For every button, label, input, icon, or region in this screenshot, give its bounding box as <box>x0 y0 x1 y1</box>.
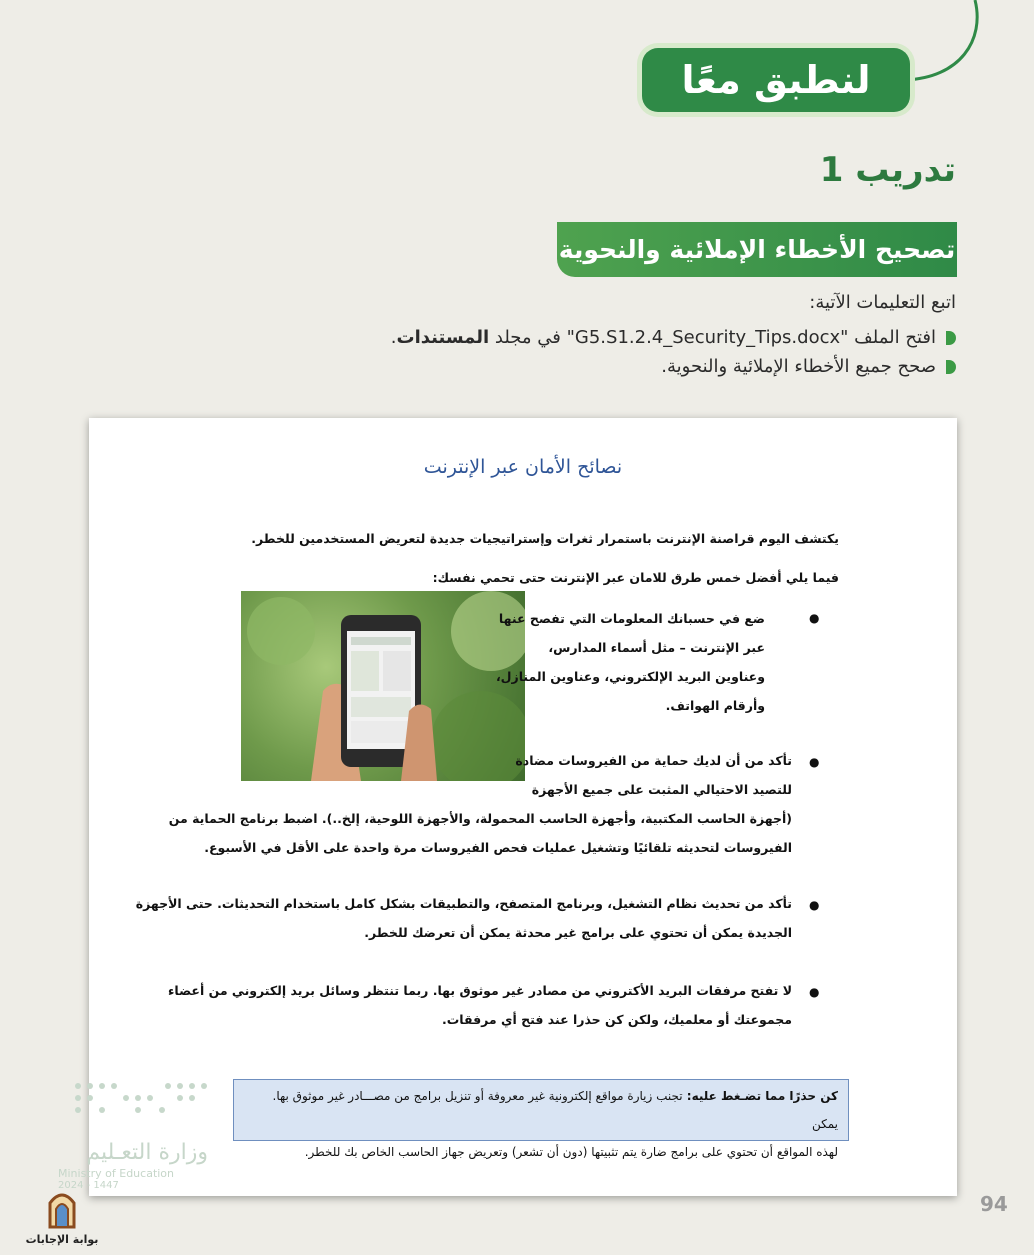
document-bullet-4: لا تفتح مرفقات البريد الأكتروني من مصادر غير موثوق بها. ربما تنتظر وسائل بريد إلكتروني من أعضاء مجموعتك أو معلميك، ولكن كن حذرا عند فتح أي مرفقات. <box>168 983 792 1027</box>
phone-in-hand-image <box>241 591 525 781</box>
document-screenshot <box>89 418 957 1196</box>
bullet-icon: ● <box>809 898 820 912</box>
answers-portal-logo <box>16 1185 108 1253</box>
warning-label: كن حذرًا مما تضـغط عليه: <box>686 1089 838 1103</box>
bullet-icon <box>946 360 956 374</box>
bullet-icon: ● <box>809 611 820 625</box>
instruction-text: افتح الملف "G5.S1.2.4_Security_Tips.docx" في مجلد المستندات. <box>390 327 936 348</box>
warning-box <box>233 1079 849 1159</box>
ministry-year: 2024 - 1447 <box>58 1180 119 1191</box>
ministry-name-english: Ministry of Education <box>58 1167 175 1180</box>
document-title: نصائح الأمان عبر الإنترنت <box>423 456 623 478</box>
lesson-header-title: لنطبق معًا <box>681 58 871 102</box>
warning-line-2: لهذه المواقع أن تحتوي على برامج ضارة يتم تثبيتها (دون أن تشعر) وتعريض جهاز الحاسب الخاص بك للخطر. <box>304 1145 838 1159</box>
instructions-lead: اتبع التعليمات الآتية: <box>809 292 956 313</box>
section-banner <box>557 222 957 277</box>
phone-photo <box>241 591 525 781</box>
instruction-item <box>156 327 956 348</box>
page-number: 94 <box>980 1192 1008 1216</box>
exercise-title: تدريب 1 <box>819 150 956 190</box>
ministry-name-arabic: وزارة التعـليم <box>86 1140 208 1165</box>
instruction-item <box>156 356 956 377</box>
instruction-text: صحح جميع الأخطاء الإملائية والنحوية. <box>661 356 936 377</box>
bullet-icon: ● <box>809 985 820 999</box>
document-bullet-2a: تأكد من أن لديك حماية من الفيروسات مضادة للتصيد الاحتيالي المثبت على جميع الأجهزة <box>515 753 792 797</box>
mosque-icon <box>42 1185 82 1229</box>
bullet-icon <box>946 331 956 345</box>
document-lead: فيما يلي أفضل خمس طرق للامان عبر الإنترنت حتى تحمي نفسك: <box>432 570 839 585</box>
section-title: تصحيح الأخطاء الإملائية والنحوية <box>558 235 956 264</box>
document-intro: يكتشف اليوم قراصنة الإنترنت باستمرار ثغرات وإستراتيجيات جديدة لتعريض المستخدمين للخطر. <box>251 531 839 546</box>
document-bullet-1: ضع في حسبانك المعلومات التي تفصح عنها عبر الإنترنت – مثل أسماء المدارس، وعناوين البريد الإلكتروني، وعناوين المنازل، وأرقام الهواتف. <box>495 611 765 713</box>
bullet-icon: ● <box>809 755 820 769</box>
ministry-dots-icon <box>68 1078 208 1118</box>
file-name: G5.S1.2.4_Security_Tips.docx <box>574 327 841 348</box>
document-bullet-2b: (أجهزة الحاسب المكتبية، وأجهزة الحاسب المحمولة، والأجهزة اللوحية، إلخ..). اضبط برنامج الحماية من الفيروسات لتحديثه تلقائيًا وتشغيل عمليات فحص الفيروسات مرة واحدة على الأقل في الأسبوع. <box>168 811 792 855</box>
folder-name: المستندات <box>396 327 490 348</box>
instructions-list <box>156 327 956 377</box>
instructions <box>156 292 956 385</box>
lesson-header <box>642 48 910 112</box>
answers-portal-label: بوابة الإجابات <box>25 1233 99 1246</box>
warning-line-1: تجنب زيارة مواقع إلكترونية غير معروفة أو تنزيل برامج من مصـــادر غير موثوق بها. يمكن <box>272 1089 838 1131</box>
document-bullet-3: تأكد من تحديث نظام التشغيل، وبرنامج المتصفح، والتطبيقات بشكل كامل باستخدام التحديثات. حتى الأجهزة الجديدة يمكن أن تحتوي على برامج غير محدثة يمكن أن تعرضك للخطر. <box>135 896 792 940</box>
